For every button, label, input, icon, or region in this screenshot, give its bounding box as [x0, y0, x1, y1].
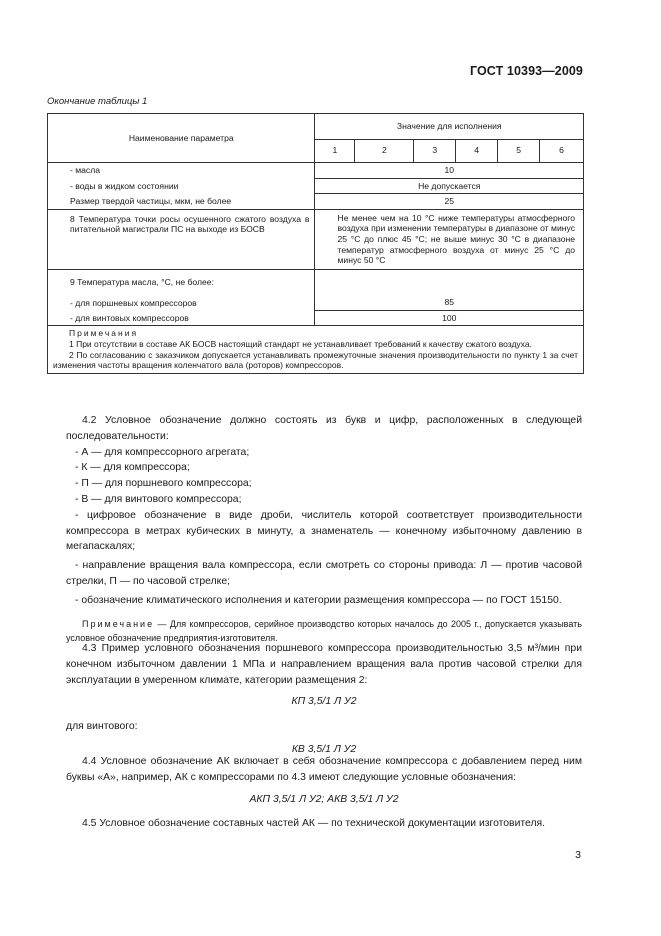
section-4-4-text: 4.4 Условное обозначение АК включает в себя обозначение компрессора с добавлением перед ним буквы «А», например, АК с компрессорами по 4.3 имеют следующие условные обозначения:: [66, 756, 582, 783]
table-row: [48, 194, 584, 210]
column-number: 6: [540, 139, 584, 162]
section-4-5: [66, 816, 582, 832]
designation-example: КВ 3,5/1 Л У2: [291, 743, 357, 755]
note-item: 1 При отсутствии в составе АК БОСВ настоящий стандарт не устанавливает требований к качеству сжатого воздуха.: [69, 339, 532, 350]
param-cell: - масла: [48, 163, 315, 179]
parameters-table: [47, 113, 584, 374]
table-row: [48, 209, 584, 269]
value-cell: 85: [315, 295, 584, 310]
table-row: [48, 163, 584, 179]
value-cell: [315, 269, 584, 295]
param-cell: Размер твердой частицы, мкм, не более: [48, 194, 315, 210]
section-4-4: [66, 754, 582, 807]
column-number: 1: [315, 139, 355, 162]
value-column-header: Значение для исполнения: [315, 114, 584, 140]
value-cell: Не допускается: [315, 178, 584, 194]
list-item: - А — для компрессорного агрегата;: [75, 446, 250, 458]
list-item: - В — для винтового компрессора;: [75, 493, 242, 505]
table-row: [48, 295, 584, 310]
table-notes-row: [48, 326, 584, 373]
section-4-3: [66, 641, 582, 758]
screw-label: для винтового:: [66, 721, 138, 733]
param-cell: - воды в жидком состоянии: [48, 178, 315, 194]
table-caption: Окончание таблицы 1: [47, 96, 148, 107]
value-cell: 10: [315, 163, 584, 179]
column-number: 3: [414, 139, 456, 162]
table-notes: [48, 326, 584, 373]
param-cell: - для поршневых компрессоров: [48, 295, 315, 310]
column-number: 5: [498, 139, 540, 162]
column-number: 2: [355, 139, 414, 162]
table-row: [48, 178, 584, 194]
table-row: [48, 269, 584, 295]
designation-example: АКП 3,5/1 Л У2; АКВ 3,5/1 Л У2: [249, 793, 399, 805]
note-label: Примечание: [82, 618, 155, 629]
column-number: 4: [456, 139, 498, 162]
list-item: - цифровое обозначение в виде дроби, числитель которой соответствует производительности компрессора в метрах кубических в минуту, а знаменатель — конечному избыточному давлению в мегапаскалях;: [66, 509, 582, 553]
value-cell: 25: [315, 194, 584, 210]
param-cell: 8 Температура точки росы осушенного сжатого воздуха в питательной магистрали ПС на выходе из БОСВ: [48, 209, 315, 269]
note-item: 2 По согласованию с заказчиком допускается устанавливать промежуточные значения производительности по пункту 1 за счет изменения частоты вращения коленчатого вала (роторов) компрессоров.: [53, 349, 578, 371]
value-cell: Не менее чем на 10 °С ниже температуры атмосферного воздуха при изменении температуры в диапазоне от минус 25 °С до плюс 45 °С; не выше минус 30 °С в диапазоне температур атмосферного воздуха от минус 25 °С до минус 50 °С: [315, 209, 584, 269]
note-text: — Для компрессоров, серийное производство которых началось до 2005 г., допускается указывать условное обозначение предприятия-изготовителя.: [66, 618, 582, 643]
table-row: [48, 310, 584, 326]
section-4-3-text: 4.3 Пример условного обозначения поршневого компрессора производительностью 3,5 м³/мин при конечном избыточном давлении 1 МПа и направлением вращения вала против часовой стрелки для эксплуатации в умеренном климате, категории размещения 2:: [66, 643, 582, 686]
list-item: - направление вращения вала компрессора, если смотреть со стороны привода: Л — против часовой стрелки, П — по часовой стрелке;: [66, 560, 582, 587]
document-code: ГОСТ 10393—2009: [469, 64, 583, 78]
designation-example: КП 3,5/1 Л У2: [291, 696, 357, 708]
param-cell: - для винтовых компрессоров: [48, 310, 315, 326]
section-4-2: [66, 413, 582, 645]
section-4-2-intro: 4.2 Условное обозначение должно состоять из букв и цифр, расположенных в следующей последовательности:: [66, 415, 582, 442]
page-number: 3: [575, 849, 581, 861]
param-column-header: Наименование параметра: [48, 114, 315, 163]
list-item: - П — для поршневого компрессора;: [75, 478, 252, 490]
list-item: - обозначение климатического исполнения и категории размещения компрессора — по ГОСТ 15150.: [75, 594, 562, 606]
value-cell: 100: [315, 310, 584, 326]
section-4-5-text: 4.5 Условное обозначение составных частей АК — по технической документации изготовителя.: [82, 818, 546, 829]
notes-title: Примечания: [69, 328, 139, 339]
param-cell: 9 Температура масла, °С, не более:: [48, 269, 315, 295]
list-item: - К — для компрессора;: [75, 462, 190, 474]
